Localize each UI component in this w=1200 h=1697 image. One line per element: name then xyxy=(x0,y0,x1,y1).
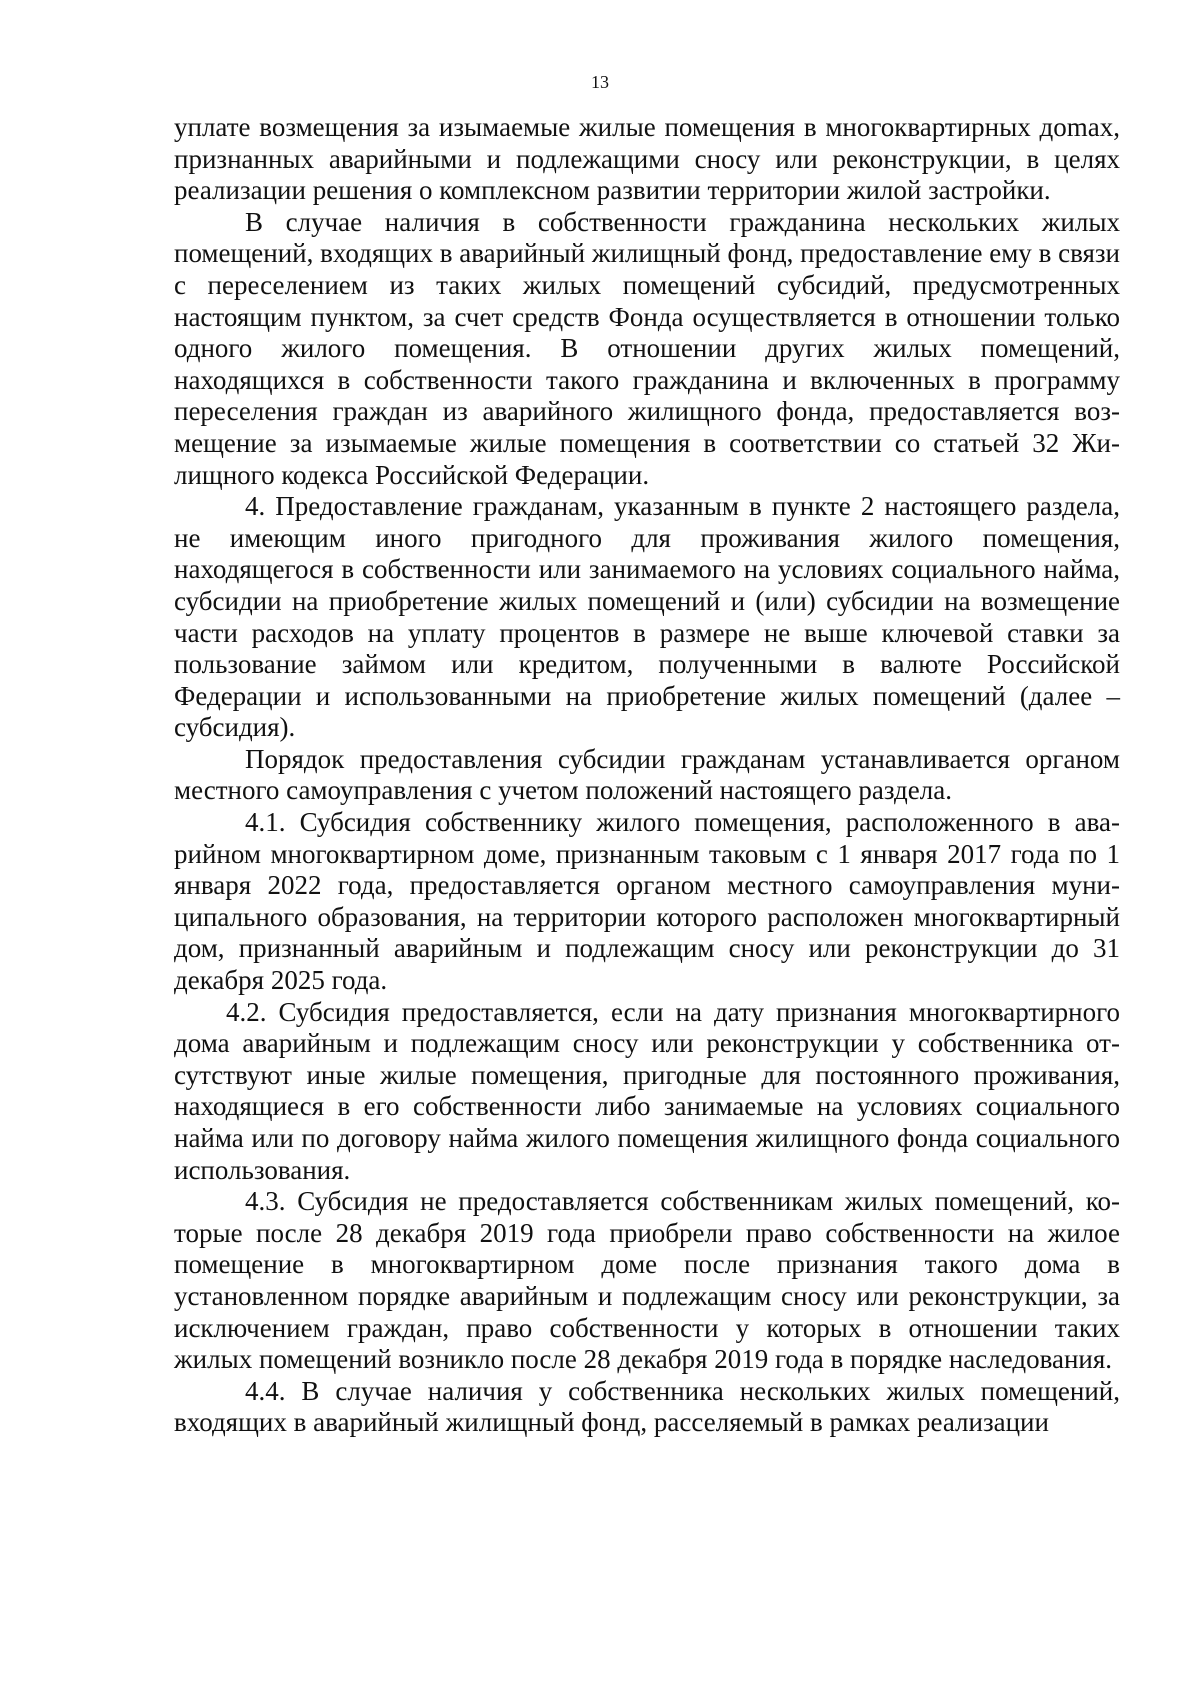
paragraph-item-4-2: 4.2. Субсидия предоставляется, если на дату признания многоквартирного дома аварийным и подлежащим сносу или реконструкции у собственника отсутствуют иные жилые помещения, пригодные для постоянного проживания, находящиеся в его собственности либо занимаемые на условиях социального найма или по договору найма жилого помещения жилищного фонда социального использования. xyxy=(174,996,1120,1185)
document-body xyxy=(174,112,1120,1439)
paragraph-item-4-3: 4.3. Субсидия не предоставляется собственникам жилых помещений, которые после 28 декабря 2019 года приобрели право собственности на жилое помещение в многоквартирном доме после признания такого дома в установленном порядке аварийным и подлежащим сносу или реконструкции, за исключением граждан, право собственности у которых в отношении таких жилых помещений возникло после 28 декабря 2019 года в порядке наследования. xyxy=(174,1186,1120,1375)
paragraph-multiple-dwellings: В случае наличия в собственности гражданина нескольких жилых помещений, входящих в аварийный жилищный фонд, предоставление ему в связи с переселением из таких жилых помещений субсидий, предусмотренных настоящим пунктом, за счет средств Фонда осуществляется в отношении только одного жилого помещения. В отношении других жилых помещений, находящихся в собственности такого гражданина и включенных в программу переселения граждан из аварийного жилищного фонда, предоставляется возмещение за изымаемые жилые помещения в соответствии со статьей 32 Жилищного кодекса Российской Федерации. xyxy=(174,206,1120,490)
paragraph-item-4-4: 4.4. В случае наличия у собственника нескольких жилых помещений, входящих в аварийный жилищный фонд, расселяемый в рамках реализации xyxy=(174,1375,1120,1438)
paragraph-item-4: 4. Предоставление гражданам, указанным в пункте 2 настоящего раздела, не имеющим иного пригодного для проживания жилого помещения, находящегося в собственности или занимаемого на условиях социального найма, субсидии на приобретение жилых помещений и (или) субсидии на возмещение части расходов на уплату процентов в размере не выше ключевой ставки за пользование займом или кредитом, полученными в валюте Российской Федерации и использованными на приобретение жилых помещений (далее – субсидия). xyxy=(174,491,1120,743)
paragraph-item-4-1: 4.1. Субсидия собственнику жилого помещения, расположенного в аварийном многоквартирном доме, признанным таковым с 1 января 2017 года по 1 января 2022 года, предоставляется органом местного самоуправления муниципального образования, на территории которого расположен многоквартирный дом, признанный аварийным и подлежащим сносу или реконструкции до 31 декабря 2025 года. xyxy=(174,807,1120,996)
paragraph-continuation: уплате возмещения за изымаемые жилые помещения в многоквартирных доmах, признанных аварийными и подлежащими сносу или реконструкции, в целях реализации решения о комплексном развитии территории жилой застройки. xyxy=(174,112,1120,206)
paragraph-subsidy-procedure: Порядок предоставления субсидии гражданам устанавливается органом местного самоуправления с учетом положений настоящего раздела. xyxy=(174,743,1120,806)
page-number: 13 xyxy=(591,72,609,92)
